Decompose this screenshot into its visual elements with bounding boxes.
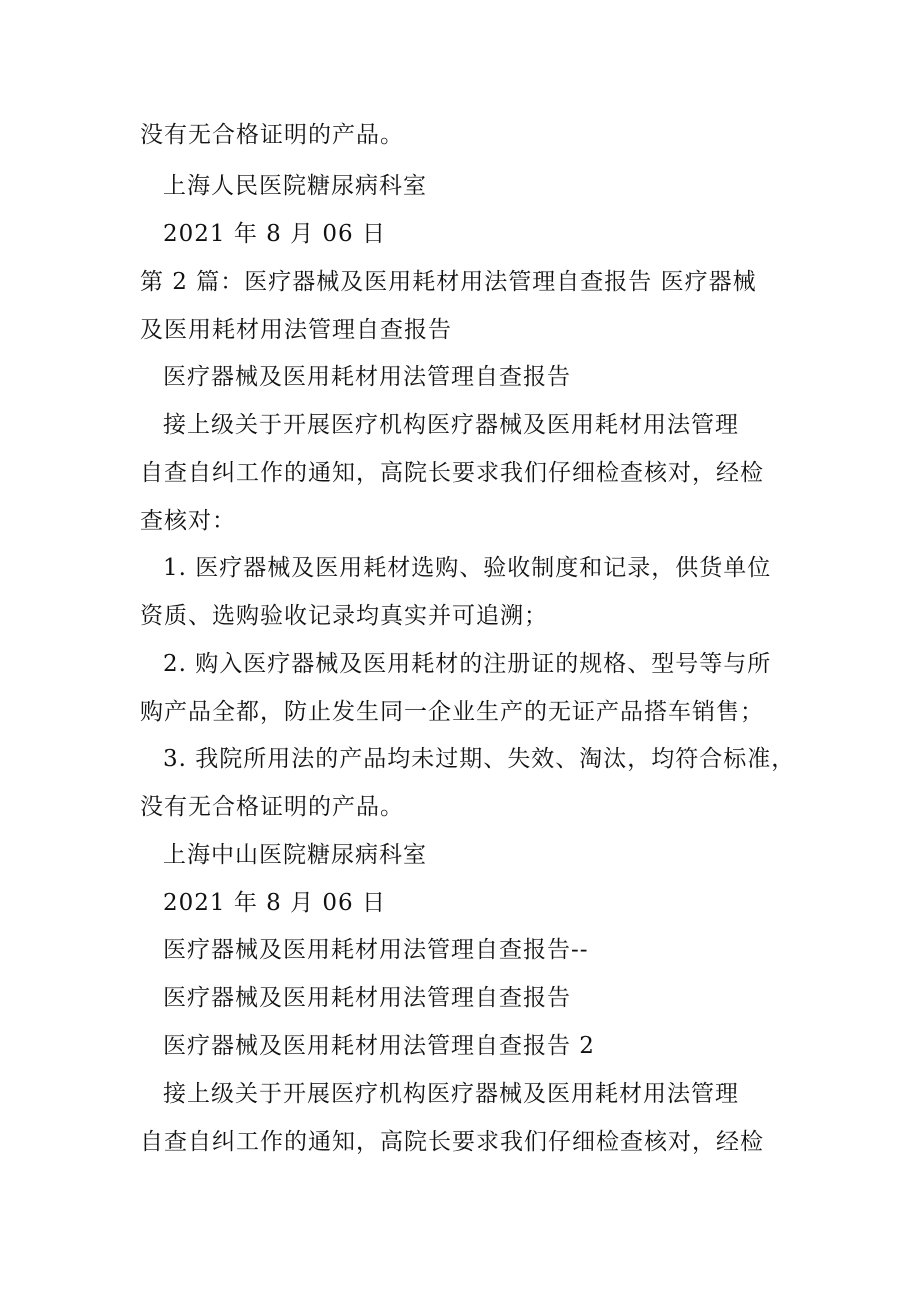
text-line: 上海中山医院糖尿病科室 bbox=[163, 842, 427, 868]
text-line: 自查自纠工作的通知，高院长要求我们仔细检查核对，经检 bbox=[140, 460, 764, 486]
text-line: 2021 年 8 月 06 日 bbox=[163, 221, 386, 247]
text-line: 资质、选购验收记录均真实并可追溯； bbox=[140, 603, 548, 629]
text-line: 接上级关于开展医疗机构医疗器械及医用耗材用法管理 bbox=[163, 412, 739, 438]
text-line: 没有无合格证明的产品。 bbox=[140, 122, 404, 148]
text-line: 查核对： bbox=[140, 508, 236, 534]
text-line: 医疗器械及医用耗材用法管理自查报告 bbox=[163, 985, 571, 1011]
text-line: 第 2 篇：医疗器械及医用耗材用法管理自查报告 医疗器械 bbox=[140, 269, 757, 295]
text-line: 医疗器械及医用耗材用法管理自查报告-- bbox=[163, 937, 589, 963]
text-line: 医疗器械及医用耗材用法管理自查报告 2 bbox=[163, 1033, 595, 1059]
section-heading: 医疗器械及医用耗材用法管理自查报告 bbox=[163, 364, 571, 390]
list-item: 2. 购入医疗器械及医用耗材的注册证的规格、型号等与所 bbox=[163, 651, 772, 677]
list-item: 1. 医疗器械及医用耗材选购、验收制度和记录，供货单位 bbox=[163, 555, 772, 581]
text-line: 接上级关于开展医疗机构医疗器械及医用耗材用法管理 bbox=[163, 1081, 739, 1107]
text-line: 购产品全都，防止发生同一企业生产的无证产品搭车销售； bbox=[140, 699, 764, 725]
text-line: 2021 年 8 月 06 日 bbox=[163, 890, 386, 916]
text-line: 没有无合格证明的产品。 bbox=[140, 794, 404, 820]
text-line: 自查自纠工作的通知，高院长要求我们仔细检查核对，经检 bbox=[140, 1129, 764, 1155]
text-line: 及医用耗材用法管理自查报告 bbox=[140, 317, 452, 343]
list-item: 3. 我院所用法的产品均未过期、失效、淘汰，均符合标准， bbox=[163, 746, 796, 772]
text-line: 上海人民医院糖尿病科室 bbox=[163, 173, 427, 199]
